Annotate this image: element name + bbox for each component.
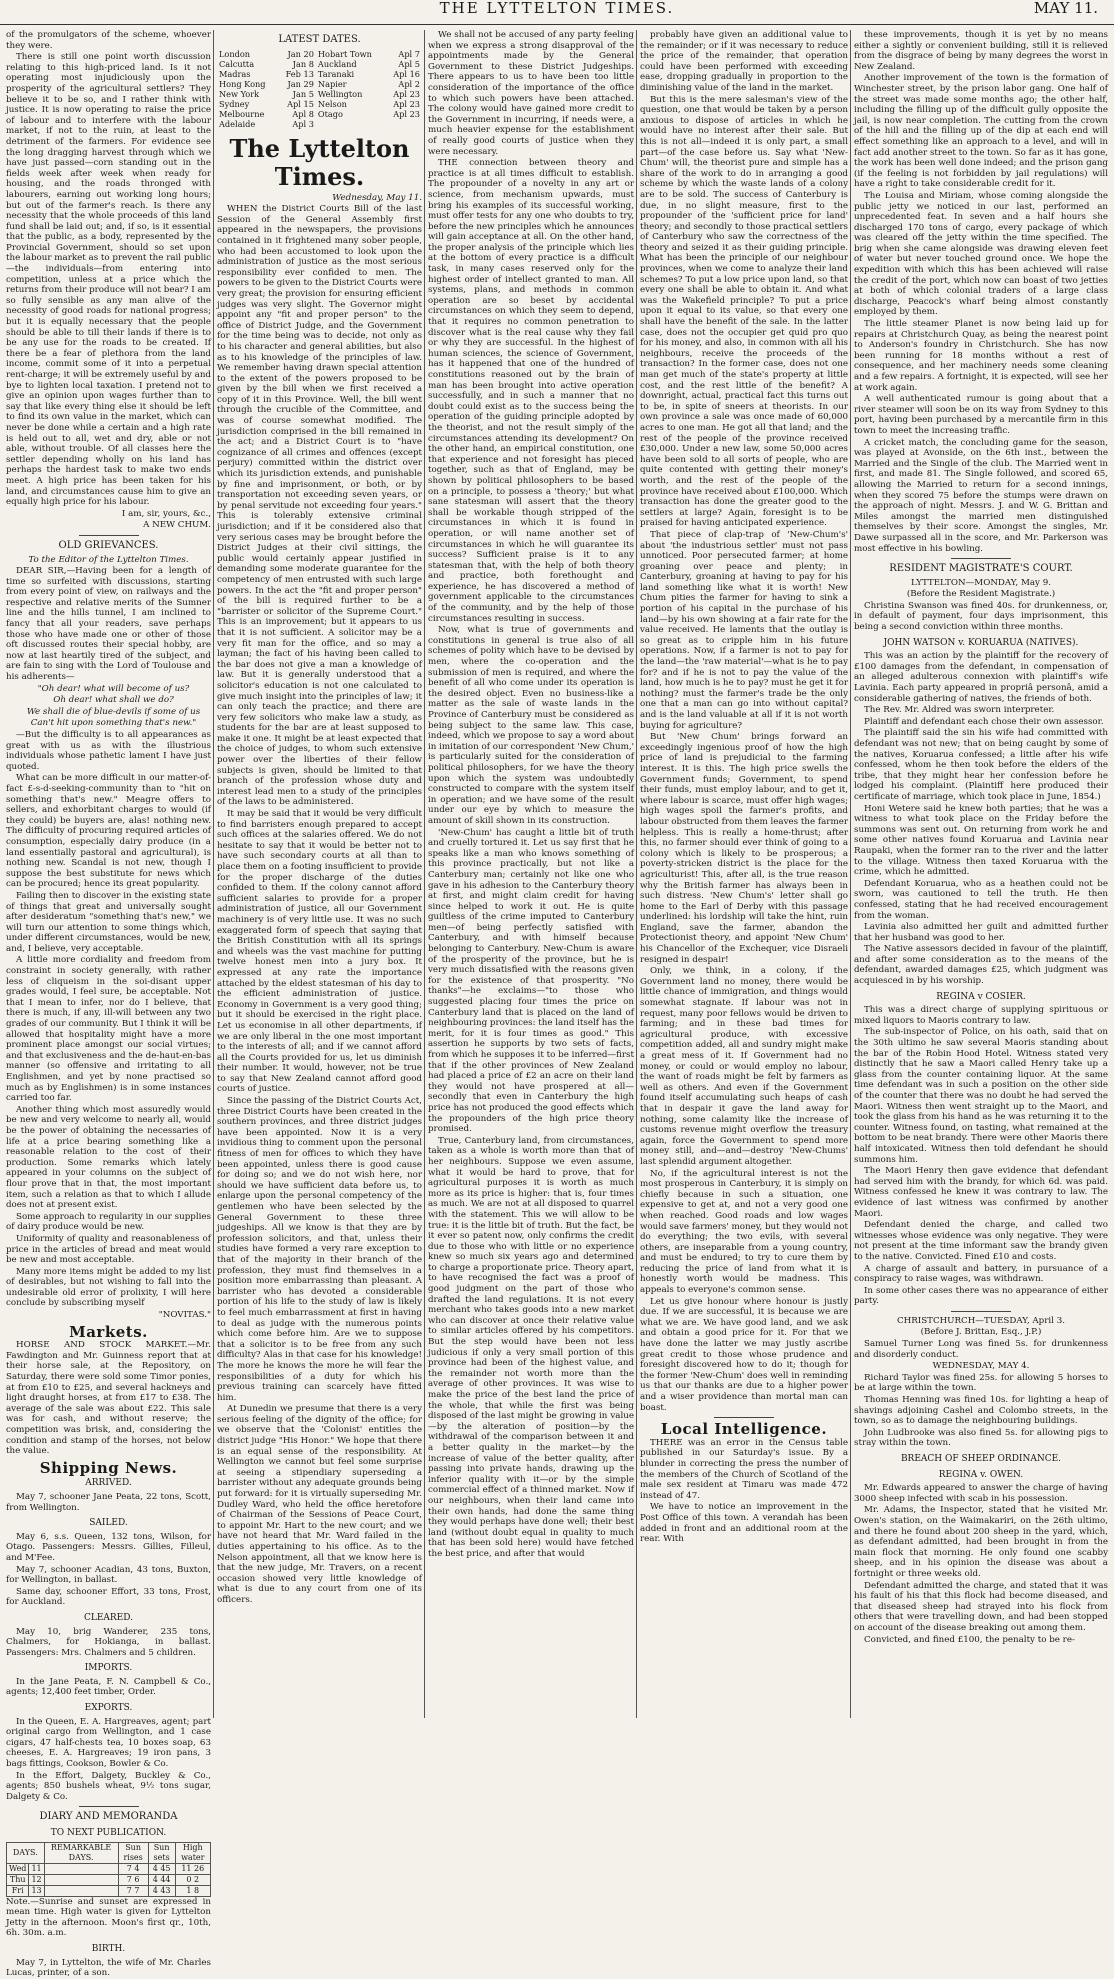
paper-title: The Lyttelton Times. bbox=[229, 133, 410, 191]
paragraph: Some approach to regularity in our supplies of dairy produce would be new. bbox=[6, 1211, 211, 1233]
section-heading-local: Local Intelligence. bbox=[660, 1420, 828, 1439]
dates-cell: Feb 13 bbox=[285, 68, 314, 79]
court-subheading: (Before the Resident Magistrate.) bbox=[906, 589, 1056, 600]
dates-cell: Jan 20 bbox=[287, 48, 314, 59]
dates-cell: Wellington bbox=[317, 88, 363, 99]
dates-row bbox=[217, 109, 422, 119]
dates-row bbox=[217, 69, 422, 79]
paragraph: 'New-Chum' has caught a little bit of truth and cruelly tortured it. Let us say first that he speaks like a man who knows something of this province practically, but not like a Canterbury man; certainly not like one who gave in his adhesion to the Canterbury theory at first, and might claim credit for having since helped to work it out. He is quite guiltless of the crime imputed to Canterbury men—of being perfectly satisfied with Canterbury, and with himself because belonging to Canterbury. New-Chum is aware of the prosperity of the province, but he is very much dissatisfied with the reasons given for the existence of that prosperity. "No thanks"—he exclaims—"to those who suggested placing four times the price on Canterbury land that is placed on the land of neighbouring provinces: the land itself has the merit, for it is four times as good." This assertion he supports by two sets of facts, from which he supposes it to be inferred—first that if the other provinces of New Zealand had placed a price of £2 an acre on their land they would not have prospered at all—secondly that even in Canterbury the high price has not produced the good effects which the propounders of the high price theory promised. bbox=[428, 827, 634, 1135]
dates-row bbox=[217, 119, 422, 129]
diary-cell: Fri bbox=[7, 1885, 29, 1896]
paragraph: Christina Swanson was fined 40s. for drunkenness, or, in default of payment, four days imprisonment, this being a second conviction within three months. bbox=[854, 600, 1108, 633]
paragraph: May 7, schooner Jane Peata, 22 tons, Scott, from Wellington. bbox=[6, 1491, 211, 1513]
paragraph: In the Jane Peata, F. N. Campbell & Co., agents; 12,400 feet timber, Order. bbox=[6, 1676, 211, 1698]
paragraph: Richard Taylor was fined 25s. for allowing 5 horses to be at large within the town. bbox=[854, 1372, 1108, 1394]
paragraph: A well authenticated rumour is going about that a river steamer will soon be on its way from Sydney to this port, having been purchased by a mercantile firm in this town to meet the increasing traffic. bbox=[854, 394, 1108, 436]
paragraph: A little more cordiality and freedom from constraint in society generally, with rather less of cliqueism in the soi-disant upper grades would, I feel sure, be acceptable. Not that I mean to infer, nor do I believe, that there is much, if any, ill-will between any two grades of our community. But I think it will be allowed that hospitality might have a more prominent place amongst our social virtues; and that exclusiveness and the de-haut-en-bas manner (so offensive and irritating to all Englishmen, and yet by none practised so much as by Englishmen) is in some instances carried too far. bbox=[6, 955, 211, 1104]
continued-text: of the promulgators of the scheme, whoever they were. bbox=[6, 30, 211, 51]
section-divider bbox=[951, 558, 1011, 559]
court-heading: RESIDENT MAGISTRATE'S COURT. bbox=[889, 563, 1073, 575]
paragraph: Lavinia also admitted her guilt and admitted further that her husband was good to her. bbox=[854, 922, 1108, 943]
paragraph: John Ludbrooke was also fined 5s. for allowing pigs to stray within the town. bbox=[854, 1427, 1108, 1449]
case-heading: BREACH OF SHEEP ORDINANCE. bbox=[900, 1454, 1062, 1464]
column-1 bbox=[6, 30, 211, 1979]
dates-cell: Jan 8 bbox=[292, 58, 314, 69]
subheading: ARRIVED. bbox=[85, 1478, 132, 1489]
section-divider bbox=[79, 535, 139, 536]
column-3 bbox=[428, 30, 634, 1718]
case-body bbox=[854, 1005, 1108, 1307]
section-divider bbox=[714, 1417, 774, 1418]
diary-column-header: High water bbox=[175, 1842, 210, 1863]
dates-cell: Apl 23 bbox=[393, 108, 420, 119]
latest-dates-table bbox=[217, 49, 422, 129]
birth-heading: BIRTH. bbox=[91, 1943, 126, 1954]
dates-cell: Apl 7 bbox=[398, 48, 420, 59]
shipping-list bbox=[6, 1627, 211, 1659]
case-body bbox=[854, 651, 1108, 986]
diary-column-header: DAYS. bbox=[7, 1842, 45, 1863]
dates-cell: Apl 2 bbox=[398, 78, 420, 89]
dates-row bbox=[217, 59, 422, 69]
paragraph: In the Queen, E. A. Hargreaves, agent; part original cargo from Wellington, and 1 case cigars, 47 half-chests tea, 10 boxes soap, 63 cheeses, E. A. Hargreaves; 19 iron pans, 3 bags fittings, Cookson, Bowler & Co. bbox=[6, 1716, 211, 1770]
dates-cell: Madras bbox=[219, 68, 251, 79]
diary-subheading: TO NEXT PUBLICATION. bbox=[50, 1828, 167, 1838]
diary-cell: 7 7 bbox=[118, 1885, 148, 1896]
editorial-body bbox=[640, 30, 848, 1413]
editorial-body bbox=[217, 204, 422, 1605]
diary-cell: 4 45 bbox=[148, 1863, 175, 1874]
case-heading: REGINA v COSIER. bbox=[936, 991, 1026, 1002]
dates-cell: Calcutta bbox=[219, 58, 255, 69]
section-divider bbox=[951, 1311, 1011, 1312]
dates-cell bbox=[316, 119, 385, 129]
paragraph: This was an action by the plaintiff for the recovery of £100 damages from the defendant, in compensation of an alleged adulterous connexion with plaintiff's wife Lavinia. Each party appeared in propriâ personâ, amid a considerable gathering of natives, the friends of both. bbox=[854, 651, 1108, 704]
shipping-list bbox=[6, 1677, 211, 1698]
local-body bbox=[640, 1438, 848, 1545]
paragraph: But 'New Chum' brings forward an exceedingly ingenious proof of how the high price of land is prejudicial to the farming interest. It is this. The high price swells the Government funds; Government, to spend their funds, must employ labour, and to get it, where labour is scarce, must offer high wages; high wages spoil the farmer's profits, and labour obstructed from them leaves the farmer helpless. This is really a home-thrust; after this, no farmer should ever think of going to a colony which is likely to be prosperous; a poverty-stricken district is the place for the agriculturist! This, after all, is the true reason why the British farmer has always been in such distress. 'New Chum's' letter shall go home to the Earl of Derby with this passage underlined: his lordship will take the hint, ruin England, save the farmer, abandon the Protectionist theory, and appoint 'New Chum' his Chancellor of the Exchequer, vice Disraeli resigned in despair! bbox=[640, 732, 848, 965]
paragraph: Defendant admitted the charge, and stated that it was his fault of his that this flock had become diseased, and that diseased sheep had strayed into his flock from others that were travelling down, and had been stopped on account of the disease breaking out among them. bbox=[854, 1580, 1108, 1633]
paragraph: —But the difficulty is to all appearances as great with us as with the illustrious individuals whose pathetic lament I have just quoted. bbox=[6, 730, 211, 772]
shipping-list bbox=[6, 1717, 211, 1803]
dates-row bbox=[217, 79, 422, 89]
paragraph: Only, we think, in a colony, if the Government land no money, there would be little chance of immigration, and things would somewhat stagnate. If labour was not in request, many poor fellows would be driven to farming; and in these bad times for agricultural produce, with excessive competition added, all and sundry might make a great mess of it. If Government had no money, or could or would employ no labour, the want of roads might be felt by farmers as well as others. And even if the Government found itself accumulating such heaps of cash that in despair it gave the land away for nothing, some calamity like the increase of customs revenue might overflow the treasury again, force the Government to spend more money still, and—and—destroy 'New-Chums' last splendid argument altogether. bbox=[640, 966, 848, 1167]
paper-date: Wednesday, May 11. bbox=[332, 192, 422, 203]
paragraph: This was a direct charge of supplying spirituous or mixed liquors to Maoris contrary to law. bbox=[854, 1005, 1108, 1026]
paragraph: The Native assessors decided in favour of the plaintiff, and after some consideration as to the means of the defendant, awarded damages £25, which judgment was acquiesced in by his worship. bbox=[854, 944, 1108, 987]
paragraph: Convicted, and fined £100, the penalty to be re- bbox=[864, 1634, 1075, 1645]
paragraph: Plaintiff and defendant each chose their own assessor. bbox=[864, 716, 1104, 727]
subheading: IMPORTS. bbox=[84, 1663, 133, 1674]
diary-row bbox=[7, 1885, 211, 1896]
paragraph: We shall die of blue-devils if some of us bbox=[26, 706, 201, 717]
section-heading-shipping: Shipping News. bbox=[39, 1458, 178, 1477]
paragraph: But this is the mere salesman's view of the question, one that would be taken by a person anxious to dispose of articles in which he would have no interest after their sale. But this is not all—indeed it is only part, a small part—of the case before us. Say what 'New-Chum' will, the theorist pure and simple has a share of the work to do in arranging a good scheme by which the waste lands of a colony are to be sold. The success of Canterbury is due, in no slight measure, first to the propounder of the 'sufficient price for land' theory; and secondly to those practical settlers of Canterbury who saw the correctness of the theory and seized it as their guiding principle. What has been the principle of our neighbour provinces, when we come to analyze their land schemes? To put a low price upon land, so that every one shall be able to obtain it. And what was the Wakefield principle? To put a price upon it equal to its value, so that every one shall have the benefit of the sale. In the latter case, does not the occupier get quid pro quo for his money, and also, in common with all his neighbours, receive the proceeds of the transaction? In the former case, does not one man get much of the state's property at little cost, and the rest little of the benefit? A downright, actual, practical fact this turns out to be, in spite of sneers at theorists. In our own province a sale was once made of 60,000 acres to one man. He got all that land; and the rest of the people of the province received £30,000. Under a new law, some 50,000 acres have been sold to all sorts of people, who are quite contented with getting their money's worth, and the rest of the people of the province have received about £100,000. Which transaction has done the greater good to the settlers at large? Again, foresight is to be praised for having anticipated experience. bbox=[640, 94, 848, 529]
diary-cell: 13 bbox=[29, 1885, 44, 1896]
court-subheading: CHRISTCHURCH—TUESDAY, April 3. bbox=[897, 1315, 1065, 1326]
paragraph: Many more items might be added to my list of desirables, but not wishing to fall into the undesirable old error of prolixity, I will here conclude by subscribing myself bbox=[6, 1266, 211, 1309]
paragraph: Uniformity of quality and reasonableness of price in the articles of bread and meat would be new and most acceptable. bbox=[6, 1233, 211, 1266]
court-subheading: LYTTELTON—MONDAY, May 9. bbox=[911, 577, 1051, 588]
new-chum-letter bbox=[6, 52, 211, 508]
dates-cell: Auckland bbox=[317, 58, 357, 69]
shipping-list bbox=[6, 1492, 211, 1513]
subheading: CLEARED. bbox=[83, 1612, 134, 1623]
paragraph: In some other cases there was no appearance of either party. bbox=[854, 1285, 1108, 1307]
paragraph: Another improvement of the town is the formation of Winchester street, by the prison labor gang. One half of the street was made some months ago; the other half, including the filling up of the difficult gully opposite the jail, is now near completion. The cutting from the crown of the hill and the filling up of the dip at each end will effect something like an approach to a level, and will in fact add another street to the town. So far as it has gone, the work has been well done indeed; and the prison gang (if the feeling is not forbidden by jail regulations) will have a right to take considerable credit for it. bbox=[854, 73, 1108, 190]
column-rule bbox=[424, 30, 425, 1718]
paragraph: Can't hit upon something that's new." bbox=[30, 718, 197, 729]
page-header bbox=[0, 0, 1114, 25]
dates-cell: Hobart Town bbox=[317, 48, 372, 59]
column-rule bbox=[213, 30, 214, 1718]
dates-cell: Nelson bbox=[317, 98, 347, 109]
paragraph: Let us give honour where honour is justly due. If we are successful, it is because we are what we are. We have good land, and we ask and obtain a good price for it. For that we have done the latter we may justly ascribe great credit to those whose prudence and foresight discovered how to do it; though for the former 'New-Chum' does well in reminding us that our thanks are due to a higher power and a wiser providence than mortal man can boast. bbox=[640, 1296, 848, 1413]
dates-cell: Napier bbox=[317, 78, 347, 89]
diary-row bbox=[7, 1874, 211, 1885]
diary-row bbox=[7, 1863, 211, 1874]
case-subheading: REGINA v. OWEN. bbox=[938, 1469, 1024, 1480]
paragraph: Failing then to discover in the existing state of things that great and universally sought after desideratum "something that's new," we will turn our attention to some things which, under different circumstances, would be new, and, I believe, very acceptable. bbox=[6, 890, 211, 954]
diary-table bbox=[6, 1842, 211, 1897]
paragraph: Another thing which most assuredly would be new and very welcome to nearly all, would be the power of obtaining the necessaries of life at a price bearing something like a reasonable relation to the cost of their production. Some remarks which lately appeared in your columns on the subject of flour prove that in that, the most important item, such a relation as that to which I allude does not at present exist. bbox=[6, 1104, 211, 1211]
dates-cell: Apl 23 bbox=[393, 88, 420, 99]
dates-cell: Sydney bbox=[219, 98, 250, 109]
paragraph: "Oh dear! what will become of us? bbox=[37, 683, 190, 694]
dates-cell: London bbox=[219, 48, 251, 59]
dates-cell: Taranaki bbox=[317, 68, 355, 79]
dates-cell: New York bbox=[219, 88, 260, 99]
court-subheading: (Before J. Brittan, Esq., J.P.) bbox=[920, 1327, 1042, 1338]
paragraph: WHEN the District Courts Bill of the last Session of the General Assembly first appeared in the newspapers, the provisions contained in it frightened many sober people, who had been accustomed to look upon the administration of justice as the most serious responsibility ever confided to men. The powers to be given to the District Courts were very great; the provision for ensuring efficient judges was very slight. The Governor might appoint any "fit and proper person" to the office of District Judge, and the Government for the time being was to decide, not only as to his character and general abilities, but also as to his knowledge of the principles of law. We remember having drawn special attention to the extent of the powers proposed to be given by the bill when we first received a copy of it in this Province. Well, the bill went through the crucible of the Committee, and was of course somewhat modified. The jurisdiction comprised in the bill remained in the act; and a District Court is to "have cognizance of all crimes and offences (except perjury) committed within the district over which its jurisdiction extends, and punishable by fine and imprisonment, or both, or by transportation not exceeding seven years, or by penal servitude not exceeding four years." This is tolerably extensive criminal jurisdiction; and if it be considered also that very serious cases may be brought before the District Judges at their civil sittings, the public would certainly appear justified in demanding some moderate guarantee for the competency of men entrusted with such large powers. In the act the "fit and proper person" of the bill is required further to be a "barrister or solicitor of the Supreme Court." This is an improvement; but it appears to us that it is not sufficient. A solicitor may be a very fit man for the office, and so may a layman; the fact of his having been called to the bar does not give a man a knowledge of law. But it is generally understood that a solicitor's education is not one calculated to give much insight into the principles of law; it can only teach the practice; and there are very few solicitors who make law a study, as students for the bar are at least supposed to make it one. It might be at least expected that the choice of judges, to whom such extensive power over the liberties of their fellow subjects is given, should be limited to that branch of the profession whose duty and interest lead men to a study of the principles of the laws to be administered. bbox=[217, 204, 422, 808]
verse-block bbox=[6, 684, 211, 729]
paragraph: The Rev. Mr. Aldred was sworn interpreter. bbox=[864, 705, 1055, 716]
dates-cell: Apl 16 bbox=[393, 68, 420, 79]
paragraph: Mr. Edwards appeared to answer the charge of having 3000 sheep infected with scab in his possession. bbox=[854, 1483, 1108, 1504]
local-body bbox=[854, 30, 1108, 554]
paragraph: THE connection between theory and practice is at all times difficult to establish. The propounder of a novelty in any art or science, from mechanism upwards, must bring his examples of its successful working, must offer tests for any one who doubts to try, before the new principles which he announces will gain acceptance at all. On the other hand, the proper analysis of the principle which lies at the bottom of every practice is a difficult task, in many cases reserved only for the highest order of intellect granted to man. All systems, plans, and methods in common operation are so beset by accidental circumstances on which they seem to depend, that it requires no common penetration to discover what is the real cause why they fail or why they are successful. In the highest of human sciences, the science of Government, has it happened that one of the hundred of constitutions reasoned out by the brain of man has been brought into active operation successfully, and in such a manner that no doubt could exist as to the success being the operation of the guiding principle adopted by the theorist, and not the result simply of the circumstances attending its development? On the other hand, an empirical constitution, one that experience and not foresight has pieced together, such as that of England, may be shown by political philosophers to be based on a principle, to possess a 'theory;' but what sane statesman will assert that the theory shall be workable though stripped of the circumstances in which it is found in operation, or will name another set of circumstances in which he will guarantee its success? Sufficient praise is it to any statesman that, with the help of both theory and practice, both forethought and experience, he has discovered a method of government applicable to the circumstances of the community, and by the help of those circumstances resulting in success. bbox=[428, 158, 634, 624]
paragraph: May 10, brig Wanderer, 235 tons, Chalmers, for Hokianga, in ballast. Passengers: Mrs. Chalmers and 5 children. bbox=[6, 1626, 211, 1658]
paragraph: Defendant Koruarua, who as a heathen could not be sworn, was cautioned to tell the truth. He then confessed, stating that he had received encouragement from the woman. bbox=[854, 878, 1108, 921]
diary-cell: 4 44 bbox=[148, 1874, 175, 1885]
diary-note: Note.—Sunrise and sunset are expressed in mean time. High water is given for Lyttelton Jetty in the afternoon. Moon's first qr., 10th, 6h. 30m. a.m. bbox=[6, 1896, 211, 1939]
paragraph: We shall not be accused of any party feeling when we express a strong disapproval of the appointments made by the General Government to these District Judgeships. There appears to us to have been too little consideration of the importance of the office to which such powers have been attached. The colony would have gained more credit to the Government in incurring, if needs were, a much heavier expense for the establishment of really good courts of justice when they were necessary. bbox=[428, 30, 634, 157]
paragraph: probably have given an additional value to the remainder; or if it was necessary to reduce the price of the remainder, that operation could have been performed with exceeding ease, dropping gradually in proportion to the diminishing value of the land in the market. bbox=[640, 30, 848, 93]
diary-cell bbox=[44, 1885, 118, 1896]
letter-signature: "NOVITAS." bbox=[158, 1310, 211, 1321]
paragraph: The Louisa and Miriam, whose coming alongside the public jetty we noticed in our last, performed an unprecedented feat. In seven and a half hours she discharged 170 tons of cargo, every package of which was cleared off the jetty within the time specified. The brig when she came alongside was drawing eleven feet of water but never touched ground once. We hope the expedition with which this has been achieved will raise the credit of the port, which now can boast of two jetties at both of which colonial traders of a large class discharge, Peacock's wharf being almost constantly employed by them. bbox=[854, 190, 1108, 318]
diary-cell: Wed bbox=[7, 1863, 29, 1874]
diary-cell: 1 8 bbox=[175, 1885, 210, 1896]
paragraph: Same day, schooner Effort, 33 tons, Frost, for Auckland. bbox=[6, 1586, 211, 1608]
section-heading-markets: Markets. bbox=[69, 1322, 148, 1341]
paragraph: Now, what is true of governments and constitutions in general is true also of all schemes of polity which have to be devised by men, where the co-operation and the submission of men is required, and where the benefit of all who come under its operation is the desired object. Even no business-like a matter as the sale of waste lands in the Province of Canterbury must be considered as being subject to the same law. This case, indeed, which we propose to say a word about in imitation of our correspondent 'New Chum,' is particularly suited for the consideration of political philosophers, for we have the theory upon which the system was undoubtedly constructed to compare with the system itself in operation; and we have some of the result under our eye by which to measure the amount of skill shown in its construction. bbox=[428, 625, 634, 826]
dates-cell: Jan 5 bbox=[292, 88, 314, 99]
column-5 bbox=[854, 30, 1108, 1718]
paragraph: The sub-inspector of Police, on his oath, said that on the 30th ultimo he saw several Maoris standing about the bar of the Robin Hood Hotel. Witness stated very distinctly that he saw a Maori called Henry take up a glass from the counter containing liquor. At the same time defendant was in such a position on the other side of the counter that there was no doubt he had served the Maori. Witness then went straight up to the Maori, and took the glass from his hand as he was returning it to the counter. Witness found, on tasting, what remained at the bottom to be neat brandy. There were other Maoris there half intoxicated. Witness then told defendant he should summons him. bbox=[854, 1027, 1108, 1165]
paragraph: We have to notice an improvement in the Post Office of this town. A verandah has been added in front and an additional room at the rear. With bbox=[640, 1502, 848, 1545]
diary-cell: 7 4 bbox=[118, 1863, 148, 1874]
diary-cell: 7 6 bbox=[118, 1874, 148, 1885]
paragraph: The plaintiff said the sin his wife had committed with defendant was not new; that on being caught by some of the natives, Koruarua confessed; a little after his wife confessed, whom he then took before the elders of the tribe, that they might hear her confession before he lodged his complaint. (Plaintiff here produced their certificate of marriage, which took place in June, 1854.) bbox=[854, 728, 1108, 802]
diary-cell: 11 26 bbox=[175, 1863, 210, 1874]
page-header-date: MAY 11. bbox=[1033, 0, 1098, 17]
paragraph: Since the passing of the District Courts Act, three District Courts have been created in the southern provinces, and three district judges have been appointed. Now it is a very invidious thing to comment upon the personal fitness of men for offices to which they have been appointed, unless there is good cause for doing so; and we do not wish here, nor should we have sufficient data before us, to enlarge upon the personal competency of the gentlemen who have been selected by the General Government to these three judgeships. All we know is that they are by profession solicitors, and that, unless their studies have formed a very rare exception to that of the majority in their branch of the profession, they must find themselves in a position more embarrassing than pleasant. A barrister who has devoted a considerable portion of his life to the study of law is likely to feel much embarrassment at first in having to deal as judge with the numerous points which come before him. Are we to suppose that a solicitor is to be free from any such difficulty? Alas in that case for his knowledge! The more he knows the more he will fear the responsibilities of a duty for which his previous training can scarcely have fitted him. bbox=[217, 1096, 422, 1403]
article-heading: OLD GRIEVANCES. bbox=[58, 539, 159, 551]
editorial-body bbox=[428, 30, 634, 1560]
diary-cell: 4 43 bbox=[148, 1885, 175, 1896]
paragraph: Honi Wetere said he knew both parties; that he was a witness to what took place on the Friday before the summons was sent out. On returning from work he and some other natives found Koruarua and Lavinia near Raupaki, when the former ran to the river and the latter to the village. Witness then taxed Koruarua with the crime, which he admitted. bbox=[854, 803, 1108, 878]
court-body bbox=[854, 1339, 1108, 1360]
dates-cell bbox=[385, 119, 422, 129]
dates-cell: Apl 23 bbox=[393, 98, 420, 109]
dates-cell: Apl 15 bbox=[287, 98, 314, 109]
diary-cell bbox=[44, 1874, 118, 1885]
dates-row bbox=[217, 89, 422, 99]
paragraph: The Maori Henry then gave evidence that defendant had served him with the brandy, for which 6d. was paid. Witness confessed he knew it was contrary to law. The evidence of last witness was confirmed by another Maori. bbox=[854, 1166, 1108, 1219]
paragraph: That piece of clap-trap of 'New-Chum's' about 'the industrious settler' must not pass unnoticed. Poor persecuted farmer; at home groaning over peace and plenty; in Canterbury, groaning at having to pay for his land something like what it is worth! New Chum pities the farmer for having to sink a portion of his capital in the purchase of his land—by his own showing at a fair rate for the value received. He laments that the outlay is so great as to cripple him in his future operations. Now, if a farmer is not to pay for the land—the 'raw material'—what is he to pay for? and if he is not to pay the value of the land, how much is he to pay? must he get it for nothing? must the farmer's trade be the only one that a man can go into without capital? and is the land valuable at all if it is not worth buying for agriculture? bbox=[640, 529, 848, 731]
diary-cell: 12 bbox=[29, 1874, 44, 1885]
court-body bbox=[854, 601, 1108, 633]
paragraph: May 7, schooner Acadian, 43 tons, Buxton, for Wellington, in ballast. bbox=[6, 1564, 211, 1586]
diary-column-header: Sun sets bbox=[148, 1842, 175, 1863]
court-body bbox=[854, 1373, 1108, 1449]
subheading: SAILED. bbox=[89, 1518, 128, 1529]
paragraph: May 6, s.s. Queen, 132 tons, Wilson, for Otago. Passengers: Messrs. Gillies, Filleul, and M'Fee. bbox=[6, 1531, 211, 1563]
paragraph: The little steamer Planet is now being laid up for repairs at Christchurch Quay, as being the nearest point to Anderson's foundry in Christchurch. She has now been running for 18 months without a rest of consequence, and her machinery needs some cleaning and a few repairs. A fortnight, it is expected, will see her at work again. bbox=[854, 319, 1108, 393]
letter-signature: A NEW CHUM. bbox=[143, 520, 211, 531]
diary-cell: 11 bbox=[29, 1863, 44, 1874]
diary-cell: Thu bbox=[7, 1874, 29, 1885]
paragraph: HORSE AND STOCK MARKET.—Mr. Fawdington and Mr. Guinness report that at their horse sale, at the Repository, on Saturday, there were sold some Timor ponies, at from £10 to £25, and several hackneys and light draught horses, at from £17 to £38. The average of the sale was about £22. This sale was for cash, and without reserve; the competition was brisk, and, considering the condition and stamp of the horses, not below the value. bbox=[6, 1340, 211, 1457]
case-body bbox=[854, 1483, 1108, 1645]
paragraph: Mr. Adams, the Inspector, stated that he visited Mr. Owen's station, on the Waimakariri, on the 26th ultimo, and there he found about 200 sheep in the yard, which, as defendant admitted, had been brought in from the main flock that morning. He only found one scabby sheep, and in his opinion the disease was about a fortnight or three weeks old. bbox=[854, 1505, 1108, 1579]
paragraph: No, if the agricultural interest is not the most prosperous in Canterbury, it is simply on chiefly because in such a situation, one expensive to get at, and not a very good one when reached. Good roads and low wages would save farmers' money, but they would not do everything; the two evils, with several others, are inseparable from a young country, and must be endured; to try to cure them by reducing the price of land from what it is honestly worth would be madness. This appeals to everyone's common sense. bbox=[640, 1168, 848, 1296]
diary-column-header: Sun rises bbox=[118, 1842, 148, 1863]
paragraph: It may be said that it would be very difficult to find barristers enough prepared to accept such offices at the salaries offered. We do not hesitate to say that it would be better not to have such secondary courts at all than to place them on a footing insufficient to provide for the proper discharge of the duties confided to them. If the colony cannot afford sufficient salaries to provide for a proper administration of justice, all our Government machinery is of very little use. It was no such exaggerated form of speech that saying that the British Constitution with all its springs and wheels was the vast machine for putting twelve honest men into a jury box. It expressed at any rate the importance attached by the eldest statesman of his day to the efficient administration of justice. Economy in Government is a very good thing; but it should be exercised in the right place. Let us economise in all other departments, if we are only liberal in the one most important to the interests of all; and if we cannot afford all the Courts provided for us, let us diminish their number. It would, however, not be true to say that New Zealand cannot afford good courts of justice. bbox=[217, 809, 422, 1095]
shipping-list bbox=[6, 1532, 211, 1608]
paragraph: DEAR SIR,—Having been for a length of time so surfeited with discussions, starting from every point of view, on railways and the respective and relative merits of the Sumner line and the hills tunnel, I am inclined to fancy that all your readers, save perhaps those who have made one or other of those oft discussed routes their special hobby, are now at last heartily tired of the subject, and are fain to sing with the Lord of Toulouse and his adherents— bbox=[6, 566, 211, 683]
paragraph: Thomas Henning was fined 10s. for lighting a heap of shavings adjoining Cashel and Colombo streets, in the town, so as to damage the neighbouring buildings. bbox=[854, 1395, 1108, 1427]
subheading: EXPORTS. bbox=[84, 1703, 133, 1714]
column-4 bbox=[640, 30, 848, 1718]
dates-row bbox=[217, 49, 422, 59]
diary-cell: 0 2 bbox=[175, 1874, 210, 1885]
dates-cell: Apl 8 bbox=[292, 108, 314, 119]
column-2 bbox=[217, 30, 422, 1718]
paragraph: A cricket match, the concluding game for the season, was played at Avonside, on the 6th inst., between the Married and the Single of the club. The Married went in first, and made 81. The Single followed, and scored 65, allowing the Married to return for a second innings, when they scored 75 before the stumps were drawn on the approach of night. Messrs. J. and W. G. Brittan and Miles amongst the married men distinguished themselves by their score. Amongst the singles, Mr. Dawe surpassed all in the score, and Mr. Parkerson was most effective in his bowling. bbox=[854, 437, 1108, 554]
paragraph: Oh dear! what shall we do? bbox=[53, 695, 174, 706]
birth-notice: May 7, in Lyttelton, the wife of Mr. Charles Lucas, printer, of a son. bbox=[6, 1957, 211, 1979]
paragraph: Samuel Turner Long was fined 5s. for drunkenness and disorderly conduct. bbox=[854, 1339, 1108, 1360]
dates-cell: Hong Kong bbox=[219, 78, 266, 89]
paragraph: What can be more difficult in our matter-of-fact £-s-d-seeking-community than to "hit on something that's new." Meagre offers to sellers, and exhorbitant charges to would (if they could) be buyers are, alas! nothing new. The difficulty of procuring required articles of consumption, especially dairy produce (in a land essentially pastoral and agricultural), is nothing new. Scandal is not new, though I suppose the best substitute for news which can be procured; hence its great popularity. bbox=[6, 773, 211, 890]
markets-body bbox=[6, 1340, 211, 1457]
paragraph: Defendant denied the charge, and called two witnesses whose evidence was only negative. They were not present at the time informant saw the brandy given to the native. Convicted. Fined £10 and costs. bbox=[854, 1220, 1108, 1262]
letter-address: To the Editor of the Lyttelton Times. bbox=[28, 554, 189, 565]
letter-signoff: I am, sir, yours, &c., bbox=[121, 508, 211, 519]
paragraph: There is still one point worth discussion relating to this high-priced land. Is it not operating most injudiciously upon the prosperity of the agricultural settlers? They believe it to be so, and I rather think with justice. It is now operating to raise the price of labour and to interfere with the labour market, if not to the ruin, at least to the detriment of the farmers. For evidence see the long dragging harvest through which we have just passed—corn standing out in the fields week after week when ready for housing, and the roads thronged with labourers, earning out working long hours; but out of the farmer's reach. Is there any necessity that the whole proceeds of this land fund shall be laid out; and, if so, is it essential that the public, as a body, represented by the Provincial Government, should so set upon the labour market as to prevent the rail public—the individuals—from entering into competition, unless at a price which the returns from their produce will not bear? I am so fully sensible as any man alive of the necessity of good roads for national progress; but it is equally necessary that the people should be able to till their lands if there is to be any use for the roads to be created. If there be a fear of plethora from the land income, commit some of it into a perpetual rent-charge; it will be extremely useful by and bye to lighten local taxation. I pretend not to give an opinion upon wages further than to say that like every thing else it should be left to find its own value in the market, which can never be done while a certain and a high rate is held out to all, wet and dry, able or not able, without trouble. Of all classes here the settler depending wholly on his land has perhaps the hardest task to make two ends meet. A high price has been taken for his land, and circumstances cause him to give an equally high price for his labour. bbox=[6, 52, 211, 508]
section-divider bbox=[79, 1806, 139, 1807]
dates-cell: Otago bbox=[317, 108, 343, 119]
paragraph: In the Effort, Dalgety, Buckley & Co., agents; 850 bushels wheat, 9½ tons sugar, Dalgety & Co. bbox=[6, 1770, 211, 1802]
dates-cell: Apl 5 bbox=[398, 58, 420, 69]
court-subheading: WEDNESDAY, MAY 4. bbox=[932, 1361, 1030, 1372]
case-heading: JOHN WATSON v. KORUARUA (NATIVES). bbox=[883, 637, 1079, 648]
diary-heading: DIARY AND MEMORANDA bbox=[39, 1811, 178, 1823]
dates-cell: Apl 3 bbox=[292, 118, 314, 129]
grievances-letter-part1 bbox=[6, 566, 211, 683]
page-header-title: THE LYTTELTON TIMES. bbox=[439, 0, 675, 17]
latest-dates-heading: LATEST DATES. bbox=[278, 34, 361, 45]
paragraph: THERE was an error in the Census table published in our Saturday's issue. By a blunder in correcting the press the number of the members of the Church of Scotland of the male sex resident at Timaru was made 472 instead of 47. bbox=[640, 1437, 848, 1501]
column-rule bbox=[636, 30, 637, 1718]
grievances-letter-part2 bbox=[6, 730, 211, 1309]
dates-cell: Jan 29 bbox=[287, 78, 314, 89]
paragraph: True, Canterbury land, from circumstances, taken as a whole is worth more than that of her neighbours. Suppose we even assume, what it would be hard to prove, that for agricultural purposes it is worth as much more as its price is higher: that is, four times as much. We are not at all disposed to quarrel with the statement. This we will allow to be true: it is the little bit of truth. But the fact, be it ever so patent now, only confirms the credit due to those who with little or no experience knew so much six years ago and determined to charge a proportionate price. Theory apart, to have recognised the fact was a proof of good judgment on the part of those who drafted the land regulations. It is not every merchant who takes goods into a new market who can discover at once their relative value to similar articles offered by his competitors. But the step would have been not less judicious if only a very small portion of this province had been of the highest value, and the remainder not worth more than the average of other provinces. It was wise to make the price of the best land the price of the whole, that while the first was being disposed of the last might be growing in value—by the alteration of position—by the withdrawal of the comparison between it and a better quality in the market—by the increase of value of the better quality, after passing into private hands, drawing up the inferior quality with it—or by the simple commercial effect of a thinned market. Now if our neighbours, when their land came into their own hands, had done the same thing they would perhaps have done well; their best land (without doubt equal in quality to much that has been sold here) would have fetched the best price, and after that would bbox=[428, 1135, 634, 1559]
paragraph: these improvements, though it is yet by no means either a sightly or convenient building, still it is relieved from the disgrace of being by many degrees the worst in New Zealand. bbox=[854, 30, 1108, 72]
dates-row bbox=[217, 99, 422, 109]
column-rule bbox=[850, 30, 851, 1718]
paragraph: A charge of assault and battery, in pursuance of a conspiracy to raise wages, was withdrawn. bbox=[854, 1263, 1108, 1285]
diary-column-header: REMARKABLE DAYS. bbox=[44, 1842, 118, 1863]
dates-cell: Adelaide bbox=[219, 118, 256, 129]
diary-cell bbox=[44, 1863, 118, 1874]
dates-cell: Melbourne bbox=[219, 108, 265, 119]
paragraph: At Dunedin we presume that there is a very serious feeling of the dignity of the office; for we observe that the 'Colonist' entitles the district judge "His Honor." We hope that there is an equal sense of the responsibility. At Wellington we cannot but feel some surprise at seeing a stipendiary superseding a barrister without any adequate grounds being put forward: for it is virtually superseding Mr. Dudley Ward, who held the office heretofore of Chairman of the Sessions of Peace Court, to appoint Mr. Hart to the new court; and we have not heard that Mr. Ward failed in the duties appertaining to his office. As to the Nelson appointment, all that we know here is that the new judge, Mr. Travers, on a recent occasion showed very little knowledge of what is due to any court from one of its officers. bbox=[217, 1404, 422, 1605]
